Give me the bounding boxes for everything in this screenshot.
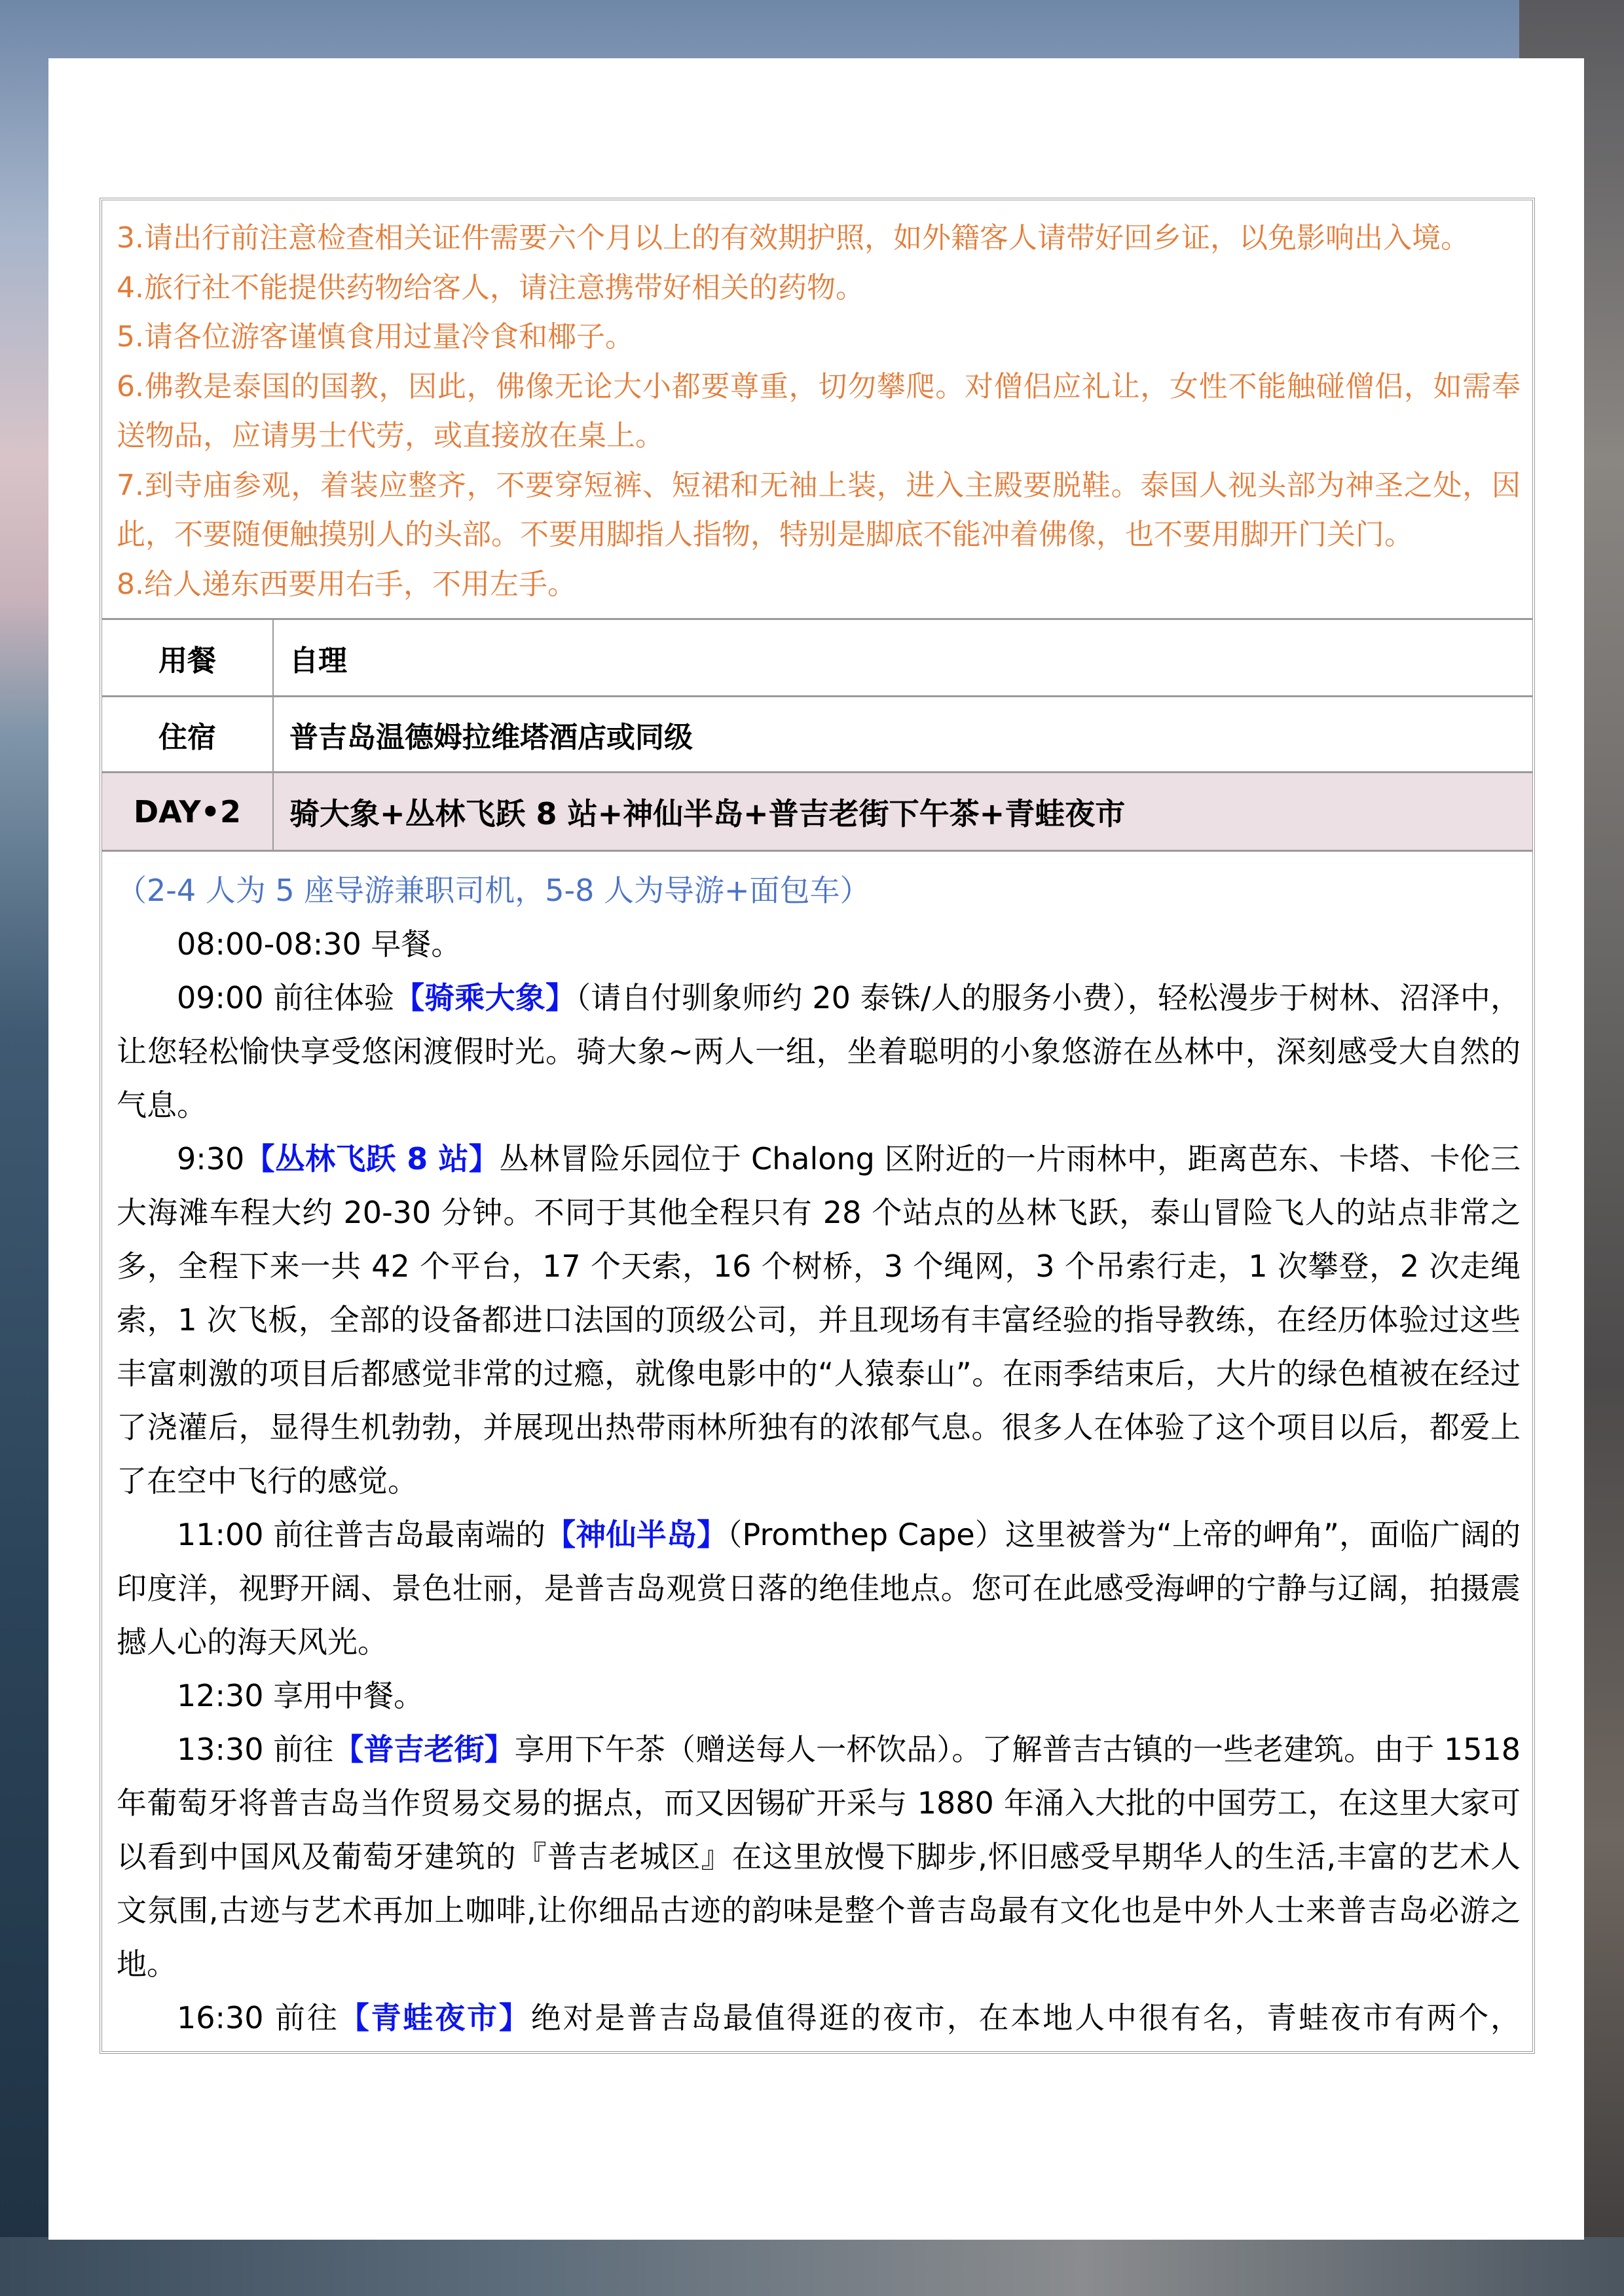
paragraph-text: 16:30 前往 bbox=[177, 2000, 339, 2035]
vehicle-note: （2-4 人为 5 座导游兼职司机，5-8 人为导游+面包车） bbox=[117, 873, 870, 908]
background-deck bbox=[0, 2237, 1624, 2296]
attraction-highlight: 【骑乘大象】 bbox=[394, 980, 576, 1015]
attraction-highlight: 【青蛙夜市】 bbox=[339, 2000, 531, 2035]
itinerary-paragraph bbox=[117, 1991, 1521, 2045]
paragraph-text: 11:00 前往普吉岛最南端的 bbox=[177, 1517, 546, 1552]
attraction-highlight: 【普吉老街】 bbox=[333, 1732, 515, 1767]
paragraph-text: 13:30 前往 bbox=[177, 1732, 334, 1767]
note-item: 7.到寺庙参观，着装应整齐，不要穿短裤、短裙和无袖上装，进入主殿要脱鞋。泰国人视头部为神圣之处，因此，不要随便触摸别人的头部。不要用脚指人指物，特别是脚底不能冲着佛像，也不要用脚开门关门。 bbox=[117, 468, 1521, 551]
day-label: DAY•2 bbox=[102, 773, 274, 850]
meals-label: 用餐 bbox=[102, 620, 274, 695]
itinerary-paragraph bbox=[117, 917, 1521, 971]
paragraph-text: （请自付驯象师约 20 泰铢/人的服务小费），轻松漫步于树林、沼泽中，让您轻松愉快享受悠闲渡假时光。骑大象~两人一组，坐着聪明的小象悠游在丛林中，深刻感受大自然的气息。 bbox=[117, 980, 1521, 1123]
meals-row bbox=[102, 620, 1532, 697]
note-item: 3.请出行前注意检查相关证件需要六个月以上的有效期护照，如外籍客人请带好回乡证，以免影响出入境。 bbox=[117, 221, 1469, 255]
itinerary-paragraph bbox=[117, 1722, 1521, 1991]
note-item: 5.请各位游客谨慎食用过量冷食和椰子。 bbox=[117, 320, 634, 354]
paragraph-text: 08:00-08:30 早餐。 bbox=[177, 926, 462, 962]
paragraph-text: 09:00 前往体验 bbox=[177, 980, 395, 1015]
day-header-row bbox=[102, 773, 1532, 852]
itinerary-paragraph bbox=[117, 971, 1521, 1132]
meals-value: 自理 bbox=[289, 644, 347, 678]
paragraph-text: 绝对是普吉岛最值得逛的夜市，在本地人中很有名，青蛙夜市有两个， bbox=[530, 2000, 1521, 2035]
attraction-highlight: 【神仙半岛】 bbox=[545, 1517, 728, 1552]
paragraph-text: 12:30 享用中餐。 bbox=[177, 1678, 424, 1713]
page-card bbox=[48, 58, 1584, 2240]
paragraph-text: 9:30 bbox=[177, 1141, 245, 1176]
paragraph-text: （Promthep Cape）这里被誉为“上帝的岬角”，面临广阔的印度洋，视野开阔、景色壮丽，是普吉岛观赏日落的绝佳地点。您可在此感受海岬的宁静与辽阔，拍摄震撼人心的海天风光。 bbox=[117, 1517, 1521, 1660]
paragraph-text: 丛林冒险乐园位于 Chalong 区附近的一片雨林中，距离芭东、卡塔、卡伦三大海滩车程大约 20-30 分钟。不同于其他全程只有 28 个站点的丛林飞跃，泰山冒险飞人的站点非常之多，全程下来一共 42 个平台，17 个天索，16 个树桥，3 个绳网，3 个吊索行走，1 次攀登，2 次走绳索，1 次飞板，全部的设备都进口法国的顶级公司，并且现场有丰富经验的指导教练，在经历体验过这些丰富刺激的项目后都感觉非常的过瘾，就像电影中的“人猿泰山”。在雨季结束后，大片的绿色植被在经过了浇灌后，显得生机勃勃，并展现出热带雨林所独有的浓郁气息。很多人在体验了这个项目以后，都爱上了在空中飞行的感觉。 bbox=[117, 1141, 1521, 1499]
lodging-row bbox=[102, 697, 1532, 773]
paragraphs bbox=[117, 917, 1521, 2045]
note-item: 6.佛教是泰国的国教，因此，佛像无论大小都要尊重，切勿攀爬。对僧侣应礼让，女性不能触碰僧侣，如需奉送物品，应请男士代劳，或直接放在桌上。 bbox=[117, 369, 1521, 452]
day-title: 骑大象+丛林飞跃 8 站+神仙半岛+普吉老街下午茶+青蛙夜市 bbox=[289, 795, 1126, 831]
lodging-label: 住宿 bbox=[102, 697, 274, 771]
travel-notes bbox=[102, 200, 1532, 620]
itinerary-paragraph bbox=[117, 1132, 1521, 1508]
note-item: 8.给人递东西要用右手，不用左手。 bbox=[117, 567, 576, 601]
paragraph-text: 享用下午茶（赠送每人一杯饮品）。了解普吉古镇的一些老建筑。由于 1518 年葡萄牙将普吉岛当作贸易交易的据点，而又因锡矿开采与 1880 年涌入大批的中国劳工，在这里大家可以看到中国风及葡萄牙建筑的『普吉老城区』在这里放慢下脚步,怀旧感受早期华人的生活,丰富的艺术人文氛围,古迹与艺术再加上咖啡,让你细品古迹的韵味是整个普吉岛最有文化也是中外人士来普吉岛必游之地。 bbox=[117, 1732, 1521, 1982]
day-description bbox=[102, 852, 1532, 2051]
itinerary-table bbox=[100, 198, 1535, 2054]
lodging-value: 普吉岛温德姆拉维塔酒店或同级 bbox=[289, 720, 693, 754]
itinerary-paragraph bbox=[117, 1669, 1521, 1722]
attraction-highlight: 【丛林飞跃 8 站】 bbox=[244, 1141, 500, 1176]
note-item: 4.旅行社不能提供药物给客人，请注意携带好相关的药物。 bbox=[117, 270, 864, 304]
itinerary-paragraph bbox=[117, 1508, 1521, 1669]
